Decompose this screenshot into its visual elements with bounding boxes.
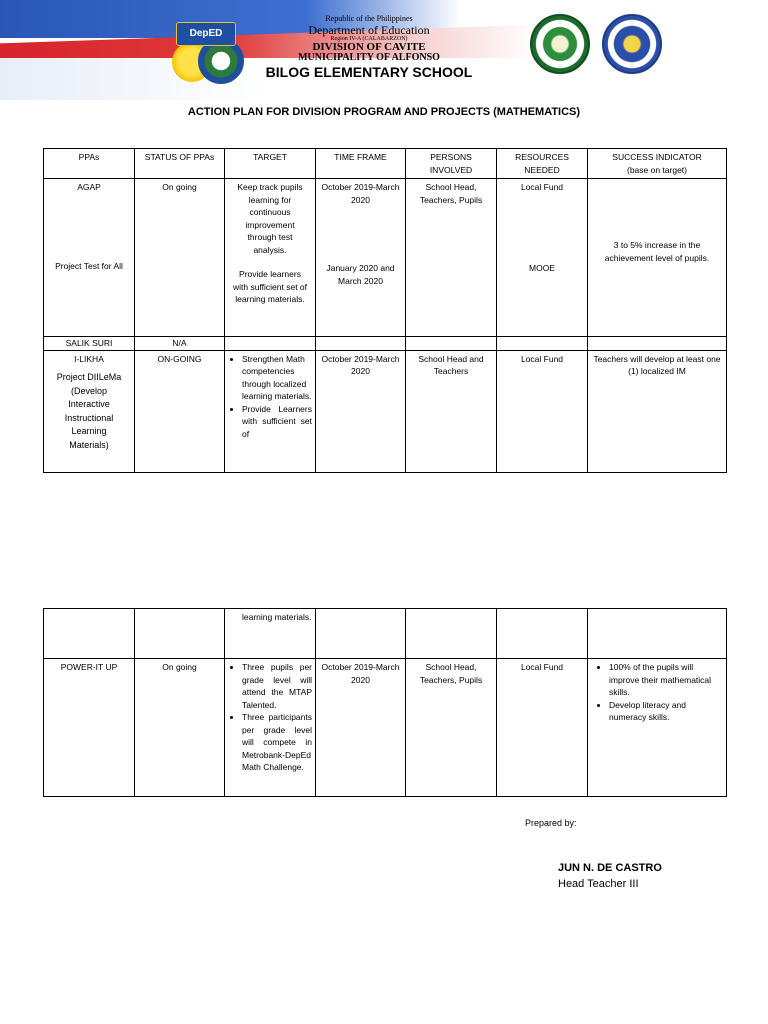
resources-cell: Local Fund [497, 659, 588, 797]
table-row [44, 350, 727, 472]
target-cell [225, 659, 316, 797]
resource-text: MOOE [529, 262, 555, 273]
ppa-cell [44, 609, 135, 659]
persons-cell: School Head, Teachers, Pupils [406, 659, 497, 797]
municipality-text: MUNICIPALITY OF ALFONSO [298, 52, 440, 63]
resources-cell [497, 179, 588, 337]
success-cell [588, 337, 727, 351]
persons-cell [406, 337, 497, 351]
target-cell [225, 350, 316, 472]
status-cell [135, 609, 225, 659]
table-row [44, 179, 727, 337]
header-banner [0, 0, 768, 100]
col-status: STATUS OF PPAs [135, 149, 225, 179]
success-cell [588, 609, 727, 659]
success-cell: Teachers will develop at least one (1) localized IM [588, 350, 727, 472]
time-frame-cell [316, 609, 406, 659]
page-title: ACTION PLAN FOR DIVISION PROGRAM AND PROJECTS (MATHEMATICS) [187, 106, 581, 118]
table-row [44, 659, 727, 797]
target-cell [225, 337, 316, 351]
department-text: Department of Education [308, 23, 430, 37]
col-time-frame: TIME FRAME [316, 149, 406, 179]
ppa-cell: SALIK SURI [44, 337, 135, 351]
success-text: 3 to 5% increase in the achievement level of pupils. [604, 240, 710, 263]
target-bullet: • Three participants per grade level will compete in Metrobank-DepEd Math Challenge. [242, 711, 312, 774]
school-name: BILOG ELEMENTARY SCHOOL [265, 64, 473, 80]
deped-logo: DepED [176, 22, 236, 46]
target-text: Keep track pupils learning for continuous improvement through test analysis. [237, 182, 303, 255]
ppa-name: I-LIKHA [74, 353, 104, 364]
success-cell [588, 179, 727, 337]
status-cell: On going [135, 659, 225, 797]
signer-position: Head Teacher III [558, 878, 639, 890]
resources-cell [497, 337, 588, 351]
col-ppas: PPAs [44, 149, 135, 179]
status-cell: ON-GOING [135, 350, 225, 472]
success-bullet: • 100% of the pupils will improve their mathematical skills. [609, 661, 723, 699]
resource-text: Local Fund [520, 182, 564, 192]
action-plan-table-continued [43, 608, 727, 797]
time-frame-text: January 2020 and March 2020 [326, 263, 395, 286]
table-header-row [44, 149, 727, 179]
time-frame-cell: October 2019-March 2020 [316, 659, 406, 797]
table-row [44, 609, 727, 659]
persons-cell: School Head and Teachers [406, 350, 497, 472]
resources-cell [497, 609, 588, 659]
success-bullet: • Develop literacy and numeracy skills. [609, 699, 723, 724]
prepared-by-label: Prepared by: [525, 818, 577, 828]
col-resources: RESOURCES NEEDED [497, 149, 588, 179]
ppa-cell [44, 179, 135, 337]
ppa-cell [44, 350, 135, 472]
target-cell [225, 179, 316, 337]
time-frame-cell [316, 337, 406, 351]
ppa-cell: POWER-IT UP [44, 659, 135, 797]
time-frame-cell [316, 179, 406, 337]
target-continued: learning materials. [242, 612, 312, 622]
signer-name: JUN N. DE CASTRO [558, 862, 662, 874]
col-success-sub: (base on target) [626, 164, 687, 175]
col-success-label: SUCCESS INDICATOR [612, 152, 702, 162]
resources-cell: Local Fund [497, 350, 588, 472]
ppa-project: Project DIILeMa (Develop Interactive Instructional Learning Materials) [56, 372, 122, 450]
ppa-name: AGAP [77, 182, 101, 192]
col-persons: PERSONS INVOLVED [406, 149, 497, 179]
target-cell [225, 609, 316, 659]
table-row [44, 337, 727, 351]
ppa-project: Project Test for All [55, 260, 123, 271]
persons-cell: School Head, Teachers, Pupils [406, 179, 497, 337]
col-target: TARGET [225, 149, 316, 179]
status-cell: N/A [135, 337, 225, 351]
target-bullet: • Strengthen Math competencies through localized learning materials. [242, 353, 312, 403]
republic-text: Republic of the Philippines [325, 14, 413, 23]
col-success [588, 149, 727, 179]
target-text: Provide learners with sufficient set of learning materials. [232, 269, 308, 304]
division-text: DIVISION OF CAVITE [312, 41, 426, 53]
status-cell: On going [135, 179, 225, 337]
action-plan-table [43, 148, 727, 473]
time-frame-cell: October 2019-March 2020 [316, 350, 406, 472]
time-frame-text: October 2019-March 2020 [321, 182, 400, 205]
persons-cell [406, 609, 497, 659]
region-text: Region IV-A (CALABARZON) [330, 36, 408, 42]
target-bullet: • Three pupils per grade level will attend the MTAP Talented. [242, 661, 312, 711]
success-cell [588, 659, 727, 797]
target-bullet: • Provide Learners with sufficient set of [242, 403, 312, 441]
